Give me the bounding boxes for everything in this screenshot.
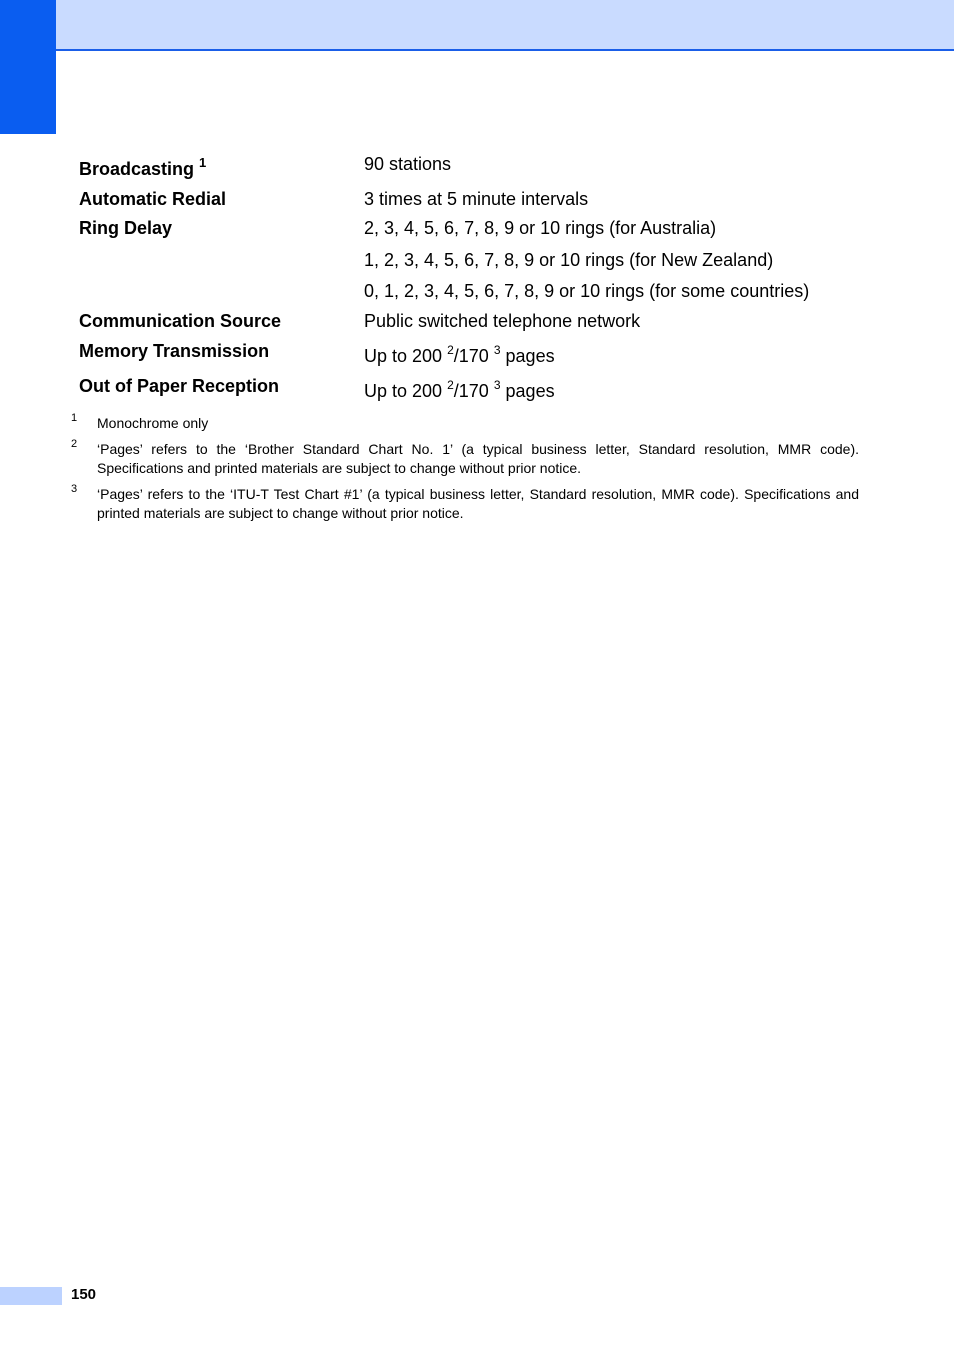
footnote-text-3: ‘Pages’ refers to the ‘ITU-T Test Chart #1’ (a typical business letter, Standard resolution, MMR code). Specifications and printed materials are subject to change without prior notice. xyxy=(97,486,859,521)
chapter-tab xyxy=(0,0,56,134)
footnote-text-1: Monochrome only xyxy=(97,415,209,431)
spec-label-memory-transmission: Memory Transmission xyxy=(79,341,270,361)
footnote-ref-3: 3 xyxy=(493,378,501,392)
value-suffix: pages xyxy=(505,346,555,366)
footnote-ref-2: 2 xyxy=(447,378,454,392)
spec-label-communication-source: Communication Source xyxy=(79,311,282,331)
value-prefix: Up to 200 xyxy=(364,346,443,366)
spec-value-ring-delay-other: 0, 1, 2, 3, 4, 5, 6, 7, 8, 9 or 10 rings (for some countries) xyxy=(364,281,810,301)
spec-value-automatic-redial: 3 times at 5 minute intervals xyxy=(364,189,589,209)
page-number: 150 xyxy=(71,1286,97,1303)
footnote-number-3: 3 xyxy=(71,483,78,495)
spec-value-out-of-paper-reception xyxy=(364,378,555,401)
footnote-number-2: 2 xyxy=(71,438,78,450)
spec-value-broadcasting: 90 stations xyxy=(364,154,452,174)
value-suffix: pages xyxy=(505,381,555,401)
spec-value-ring-delay-australia: 2, 3, 4, 5, 6, 7, 8, 9 or 10 rings (for Australia) xyxy=(364,218,717,238)
footnote-number-1: 1 xyxy=(71,412,78,424)
spec-value-communication-source: Public switched telephone network xyxy=(364,311,641,331)
spec-label-out-of-paper-reception: Out of Paper Reception xyxy=(79,376,280,396)
value-mid: /170 xyxy=(453,346,489,366)
footnote-ref-1: 1 xyxy=(199,155,207,170)
spec-label-broadcasting xyxy=(79,155,207,179)
footnote-ref-3: 3 xyxy=(493,343,501,357)
spec-value-memory-transmission xyxy=(364,343,555,366)
value-mid: /170 xyxy=(453,381,489,401)
page-number-bar xyxy=(0,1287,62,1305)
footnote-text-2: ‘Pages’ refers to the ‘Brother Standard Chart No. 1’ (a typical business letter, Standard resolution, MMR code). Specifications and printed materials are subject to change without prior notice. xyxy=(97,441,859,476)
header-band xyxy=(0,0,954,51)
spec-label-automatic-redial: Automatic Redial xyxy=(79,189,227,209)
footnote-ref-2: 2 xyxy=(447,343,454,357)
spec-label-ring-delay: Ring Delay xyxy=(79,218,173,238)
value-prefix: Up to 200 xyxy=(364,381,443,401)
spec-label-text: Broadcasting xyxy=(79,159,195,179)
spec-value-ring-delay-new-zealand: 1, 2, 3, 4, 5, 6, 7, 8, 9 or 10 rings (for New Zealand) xyxy=(364,250,774,270)
